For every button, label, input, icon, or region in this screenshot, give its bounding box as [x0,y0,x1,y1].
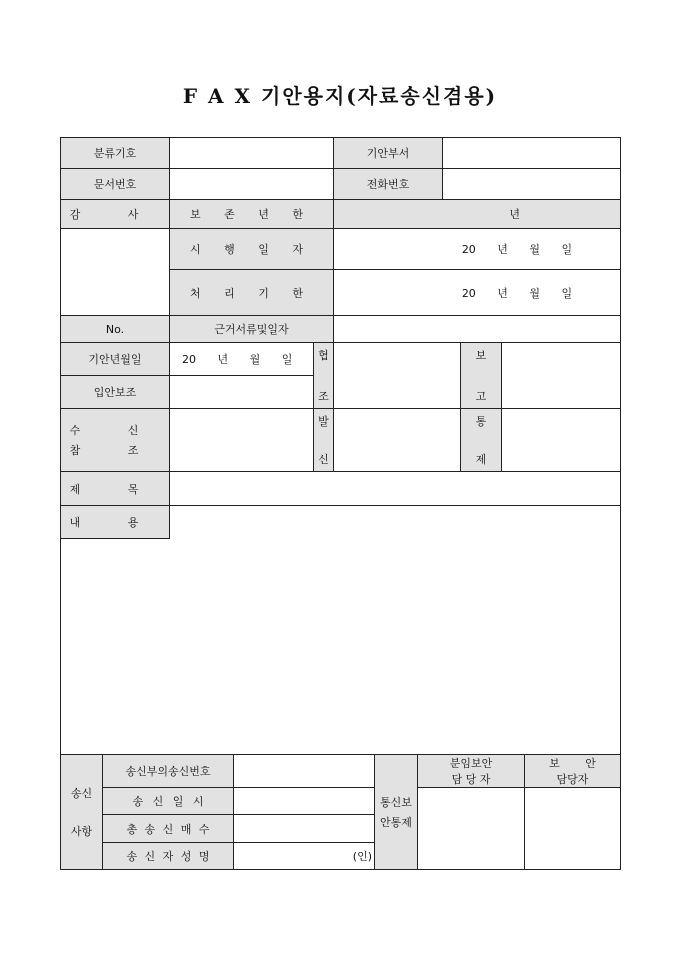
sender-name-label: 송 신 자 성 명 [102,842,234,870]
enforce-date-label: 시 행 일 자 [169,228,334,270]
audit-label: 감 사 [60,199,170,229]
draft-date-field[interactable]: 20 년 월 일 [169,342,314,376]
recipient-label-1: 수 신 [69,424,161,437]
coop-label-1: 협 [318,349,329,362]
comm-security-2: 안통제 [380,816,412,829]
total-pages-field[interactable] [233,814,375,843]
document-no-label: 문서번호 [60,168,170,200]
content-label: 내 용 [60,505,170,539]
content-area[interactable] [60,505,621,755]
control-label-2: 제 [475,453,487,466]
classification-field[interactable] [169,137,334,169]
dept-security-officer-sign[interactable] [417,787,525,870]
security-officer-1: 보 안 [549,757,596,770]
enforce-date-field[interactable]: 20 년 월 일 [333,228,621,270]
seal-mark: (인) [352,850,372,863]
entry-label: 입안보조 [60,375,170,409]
dept-security-2: 담 당 자 [451,773,491,786]
recipient-field[interactable] [169,408,314,472]
deadline-field[interactable]: 20 년 월 일 [333,269,621,316]
report-field[interactable] [501,342,621,409]
coop-label-2: 조 [318,390,329,403]
document-no-field[interactable] [169,168,334,200]
deadline-label: 처 리 기 한 [169,269,334,316]
sender-dept-label: 송신부의송신번호 [102,754,234,788]
control-field[interactable] [501,408,621,472]
entry-field[interactable] [169,375,314,409]
basis-field[interactable] [333,315,621,343]
sender-name-field[interactable] [233,842,375,870]
classification-label: 분류기호 [60,137,170,169]
send-label [313,408,334,472]
phone-no-field[interactable] [442,168,621,200]
subject-field[interactable] [169,471,621,506]
report-label-1: 보 [475,349,487,362]
send-field[interactable] [333,408,461,472]
retention-label: 보 존 년 한 [169,199,334,229]
send-label-2: 신 [318,453,329,466]
security-officer-2: 담당자 [556,773,589,786]
sender-dept-field[interactable] [233,754,375,788]
security-officer-label [524,754,621,788]
no-label: No. [60,315,170,343]
sent-datetime-field[interactable] [233,787,375,815]
report-label-2: 고 [475,390,487,403]
draft-dept-label: 기안부서 [333,137,443,169]
send-label-1: 발 [318,415,329,428]
report-label [460,342,502,409]
coop-label [313,342,334,409]
control-label [460,408,502,472]
draft-date-label: 기안년월일 [60,342,170,376]
page-title: F A X 기안용지(자료송신겸용) [182,84,498,108]
transmission-section-1: 송신 [70,787,93,800]
dept-security-officer-label [417,754,525,788]
basis-label: 근거서류및일자 [169,315,334,343]
total-pages-label: 총 송 신 매 수 [102,814,234,843]
security-officer-sign[interactable] [524,787,621,870]
control-label-1: 통 [475,415,487,428]
audit-field[interactable] [60,228,170,316]
phone-no-label: 전화번호 [333,168,443,200]
recipient-label [60,408,170,472]
retention-field[interactable]: 년 [333,199,621,229]
draft-dept-field[interactable] [442,137,621,169]
dept-security-1: 분임보안 [449,757,493,770]
coop-field[interactable] [333,342,461,409]
comm-security-label [374,754,418,870]
transmission-section-2: 사항 [70,825,93,838]
sent-datetime-label: 송 신 일 시 [102,787,234,815]
recipient-label-2: 참 조 [69,444,161,457]
transmission-section-label [60,754,103,870]
comm-security-1: 통신보 [380,796,412,809]
subject-label: 제 목 [60,471,170,506]
